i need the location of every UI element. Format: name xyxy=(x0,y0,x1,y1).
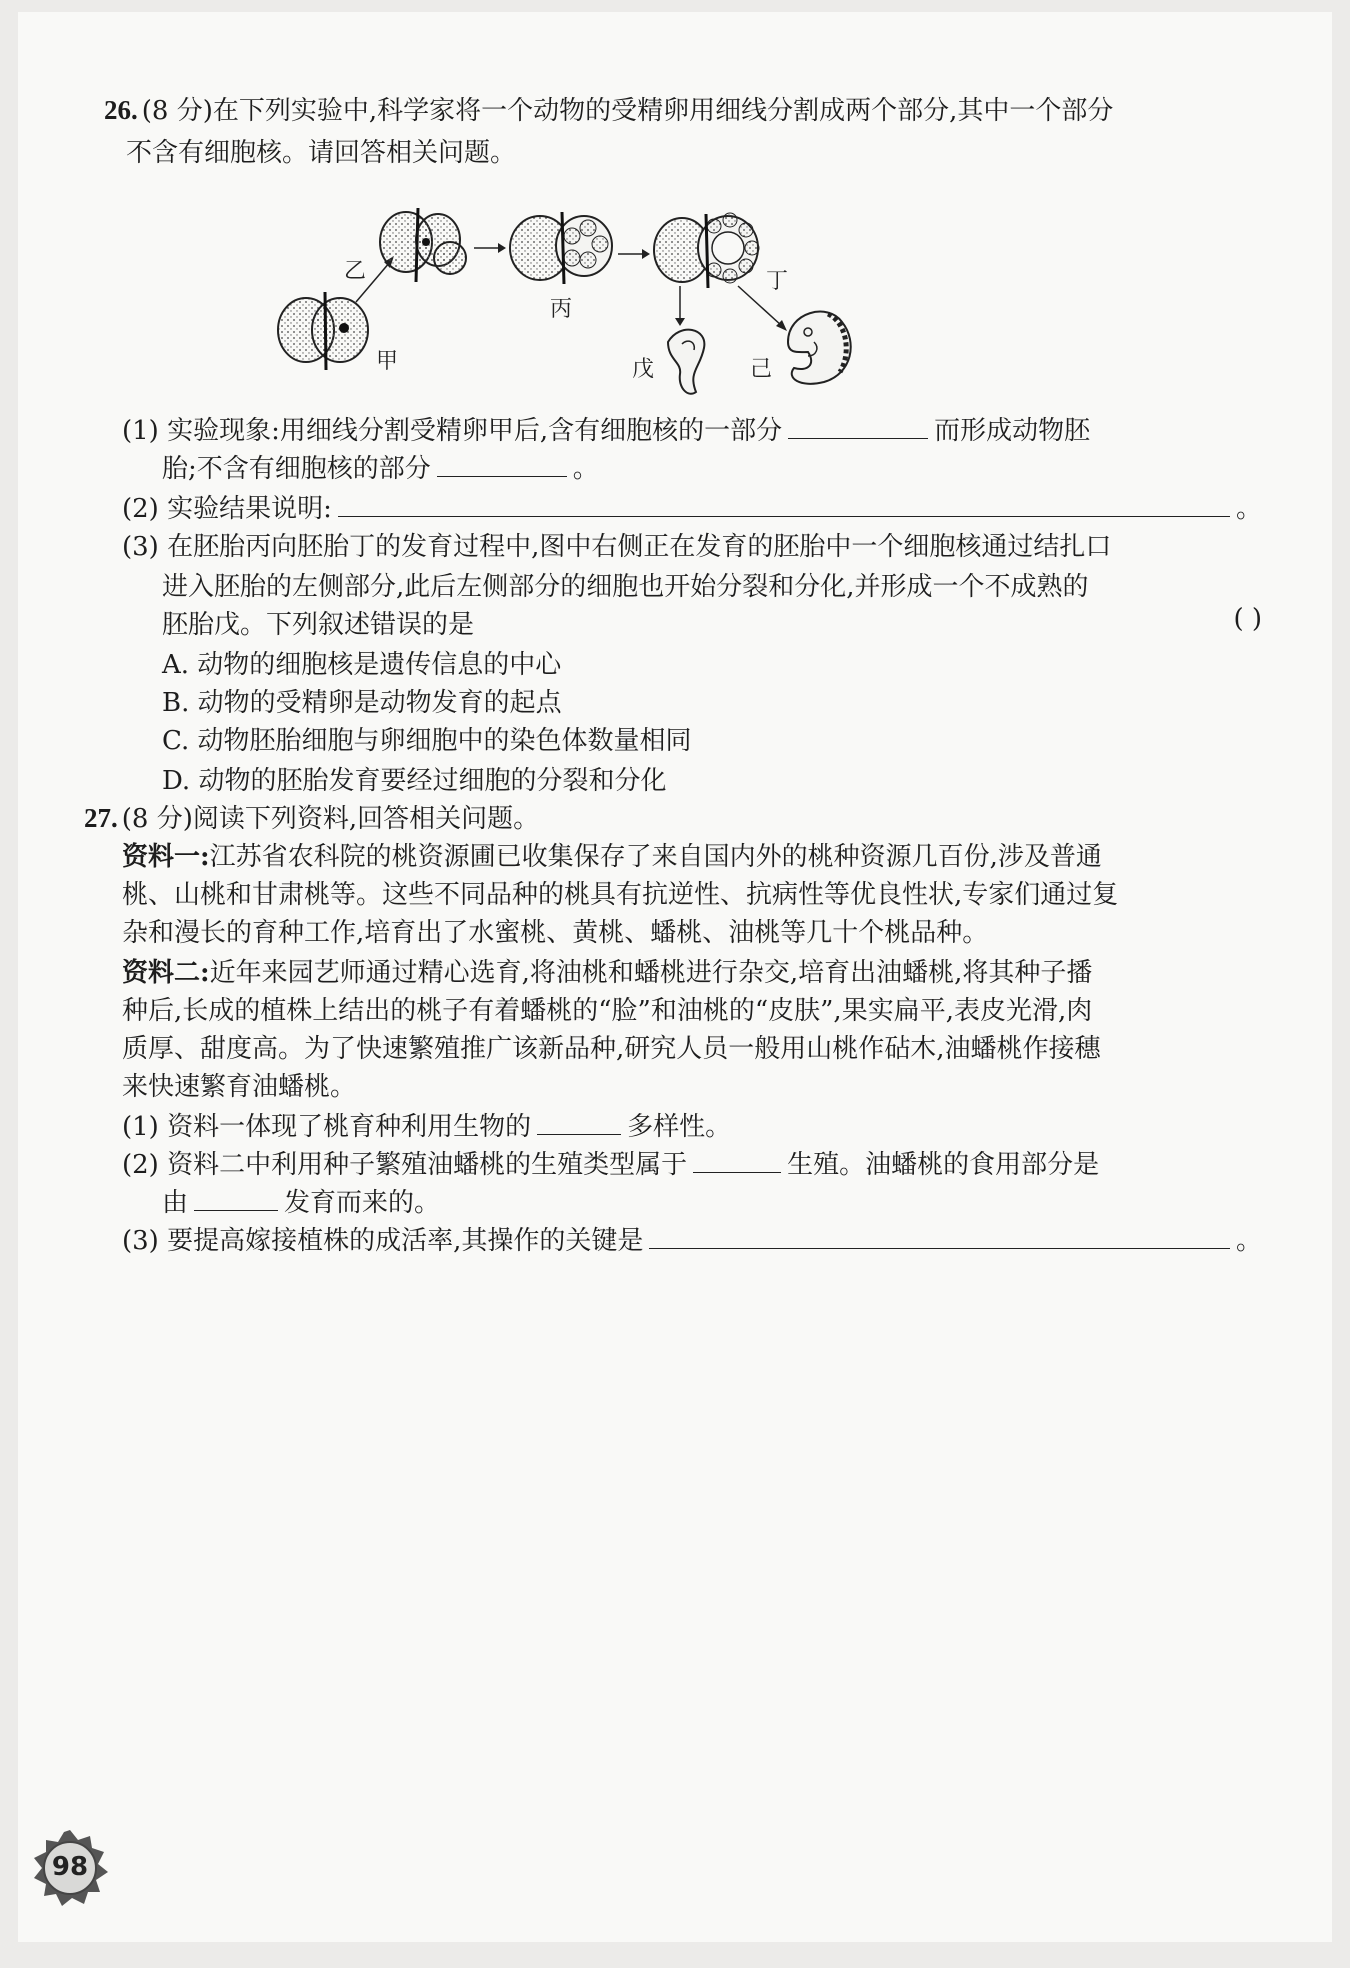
question-26-stem xyxy=(104,90,1113,127)
stem-text: (8 分)在下列实验中,科学家将一个动物的受精卵用细线分割成两个部分,其中一个部分 xyxy=(141,96,1114,126)
answer-blank[interactable] xyxy=(338,490,1230,517)
embryo-ji xyxy=(788,312,851,384)
q26-part3-line2: 进入胚胎的左侧部分,此后左侧部分的细胞也开始分裂和分化,并形成一个不成熟的 xyxy=(162,572,1089,602)
material-2-label: 资料二: xyxy=(122,958,210,988)
material-2-line4: 来快速繁育油蟠桃。 xyxy=(122,1072,357,1102)
option-b: B. 动物的受精卵是动物发育的起点 xyxy=(162,688,562,718)
material-1-line3: 杂和漫长的育种工作,培育出了水蜜桃、黄桃、蟠桃、油桃等几十个桃品种。 xyxy=(122,918,989,948)
question-27-stem: 27. (8 分)阅读下列资料,回答相关问题。 xyxy=(84,803,540,834)
option-d: D. 动物的胚胎发育要经过细胞的分裂和分化 xyxy=(162,766,667,796)
label-wu: 戊 xyxy=(632,357,655,382)
worksheet-page xyxy=(18,12,1332,1942)
option-c: C. 动物胚胎细胞与卵细胞中的染色体数量相同 xyxy=(162,726,692,756)
question-number: 26. xyxy=(104,95,138,125)
answer-blank[interactable] xyxy=(788,412,928,439)
q26-part3-line3: 胚胎戊。下列叙述错误的是 ( ) xyxy=(162,604,1262,640)
embryo-experiment-figure xyxy=(268,192,888,402)
label-bing: 丙 xyxy=(550,297,573,322)
material-2-line3: 质厚、甜度高。为了快速繁殖推广该新品种,研究人员一般用山桃作砧木,油蟠桃作接穗 xyxy=(122,1034,1101,1064)
q27-part2-line1: (2) 资料二中利用种子繁殖油蟠桃的生殖类型属于 生殖。油蟠桃的食用部分是 xyxy=(122,1144,1262,1181)
q27-part3: (3) 要提高嫁接植株的成活率,其操作的关键是 。 xyxy=(122,1220,1262,1257)
material-1-line2: 桃、山桃和甘肃桃等。这些不同品种的桃具有抗逆性、抗病性等优良性状,专家们通过复 xyxy=(122,880,1119,910)
material-2-line2: 种后,长成的植株上结出的桃子有着蟠桃的“脸”和油桃的“皮肤”,果实扁平,表皮光滑,肉 xyxy=(122,996,1093,1026)
label-ji: 己 xyxy=(750,357,773,382)
embryo-bing xyxy=(510,212,612,284)
q26-part1-line1: (1) 实验现象:用细线分割受精卵甲后,含有细胞核的一部分 而形成动物胚 xyxy=(122,410,1262,447)
answer-paren[interactable]: ( ) xyxy=(1233,604,1262,634)
answer-blank[interactable] xyxy=(437,450,567,477)
q26-part1-line2: 胎;不含有细胞核的部分 。 xyxy=(162,448,1262,485)
stem-text-line2: 不含有细胞核。请回答相关问题。 xyxy=(126,138,517,168)
question-number: 27. xyxy=(84,803,118,833)
q26-part3-line1: (3) 在胚胎丙向胚胎丁的发育过程中,图中右侧正在发育的胚胎中一个细胞核通过结扎口 xyxy=(122,532,1112,562)
q27-part1: (1) 资料一体现了桃育种利用生物的 多样性。 xyxy=(122,1106,1262,1143)
material-2-line1: 资料二:近年来园艺师通过精心选育,将油桃和蟠桃进行杂交,培育出油蟠桃,将其种子播 xyxy=(122,958,1093,988)
material-1-label: 资料一: xyxy=(122,842,210,872)
material-1-line1: 资料一:江苏省农科院的桃资源圃已收集保存了来自国内外的桃种资源几百份,涉及普通 xyxy=(122,842,1102,872)
answer-blank[interactable] xyxy=(693,1146,781,1173)
zygote-jia xyxy=(278,292,368,370)
embryo-ding xyxy=(654,213,759,288)
answer-blank[interactable] xyxy=(649,1222,1230,1249)
option-a: A. 动物的细胞核是遗传信息的中心 xyxy=(162,650,562,680)
q27-part2-line2: 由 发育而来的。 xyxy=(162,1182,1262,1219)
label-jia: 甲 xyxy=(376,349,399,374)
answer-blank[interactable] xyxy=(194,1184,278,1211)
answer-blank[interactable] xyxy=(537,1108,621,1135)
page-number-badge xyxy=(30,1828,110,1908)
label-yi: 乙 xyxy=(344,259,367,284)
embryo-wu xyxy=(668,330,704,394)
embryo-yi xyxy=(380,208,466,282)
page-number: 98 xyxy=(51,1852,89,1882)
label-ding: 丁 xyxy=(766,269,789,294)
q26-part2: (2) 实验结果说明: 。 xyxy=(122,488,1262,525)
